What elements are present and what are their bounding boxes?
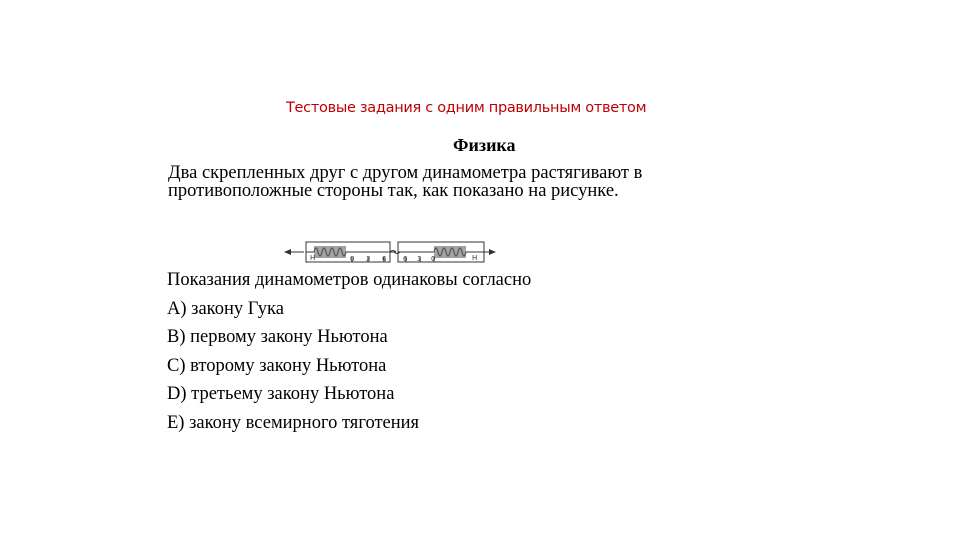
answer-option-a: A) закону Гука (167, 298, 284, 319)
answer-option-b: B) первому закону Ньютона (167, 327, 388, 347)
left-scale-tick: 6 (382, 255, 387, 263)
left-spring-icon (314, 246, 346, 258)
right-scale-tick: 3 (417, 255, 422, 263)
left-pull-arrow (284, 249, 304, 255)
right-pull-arrow (484, 249, 496, 255)
left-scale-unit: Н (310, 254, 316, 262)
answer-option-e: E) закону всемирного тяготения (167, 412, 420, 433)
question-line: Два скрепленных друг с другом динамометра растягивают в (168, 163, 643, 183)
question-line: противоположные стороны так, как показано на рисунке. (168, 181, 619, 201)
question-text (168, 164, 768, 200)
answer-block (167, 266, 767, 437)
right-scale-tick: 6 (403, 255, 408, 263)
question-prompt: Показания динамометров одинаковы согласно (167, 270, 532, 290)
right-scale-tick: 0 (431, 255, 436, 263)
right-spring-icon (434, 246, 466, 258)
left-scale-tick: 3 (366, 255, 371, 263)
left-scale-tick: 0 (350, 255, 355, 263)
answer-option-c: C) второму закону Ньютона (167, 355, 387, 376)
subject-heading: Физика (453, 135, 516, 155)
slide-title: Тестовые задания с одним правильным ответом (286, 100, 647, 116)
dynamometers-figure (284, 238, 496, 268)
answer-option-d: D) третьему закону Ньютона (167, 384, 395, 404)
right-scale-unit: Н (472, 254, 478, 262)
